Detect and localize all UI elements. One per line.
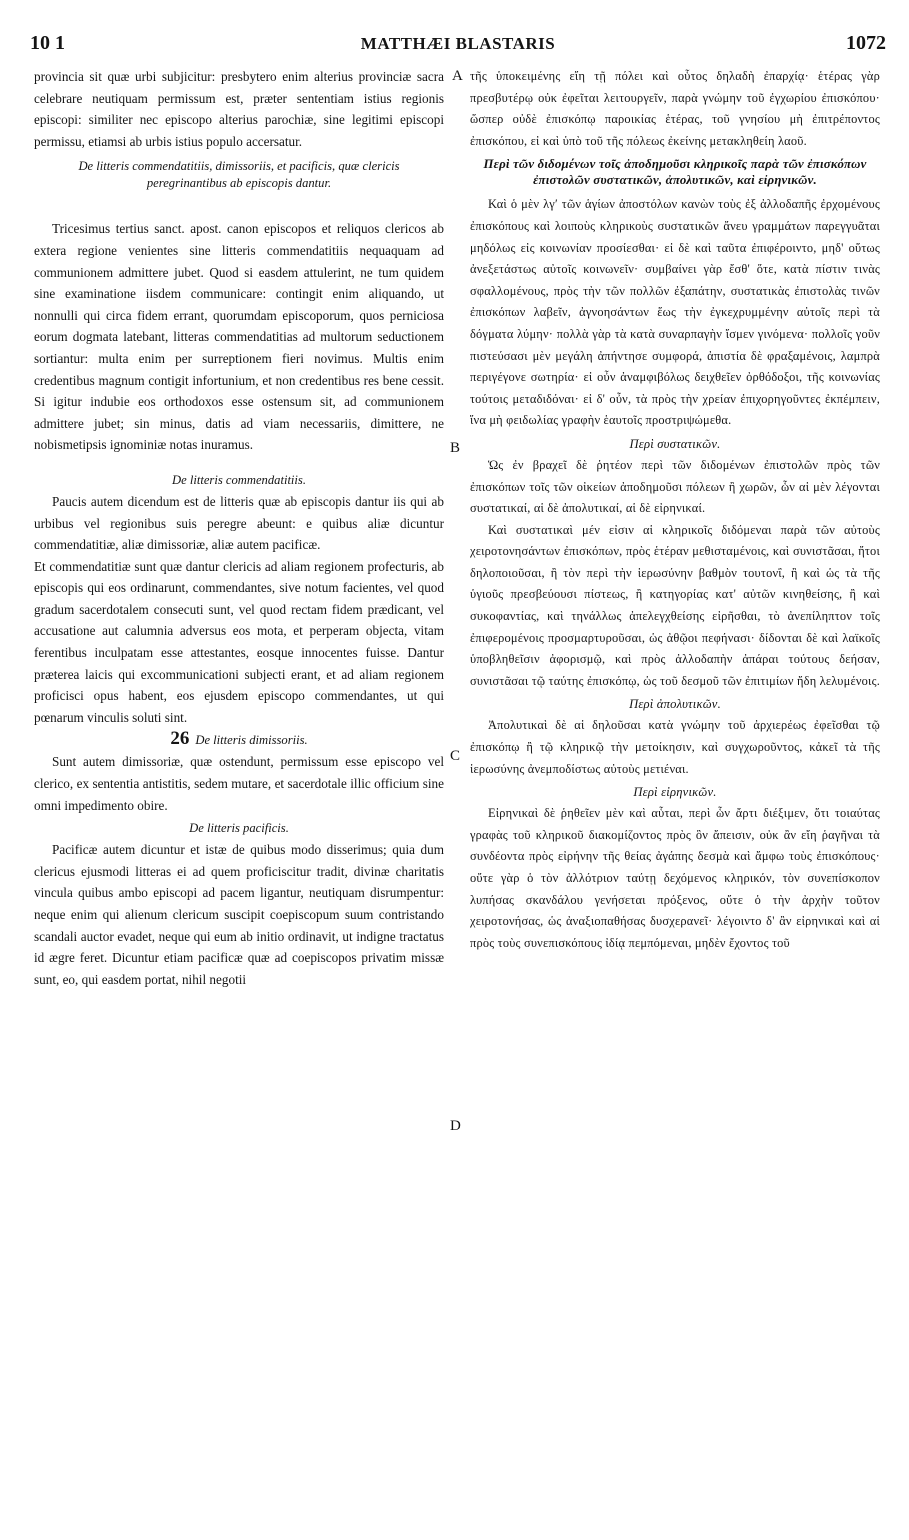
latin-heading-commendatitiis: De litteris commendatitiis. — [172, 472, 306, 487]
latin-column — [34, 66, 444, 1526]
section-number: 26 — [170, 728, 190, 750]
column-number-left: 10 1 — [30, 32, 65, 54]
greek-heading-systatikon: Περὶ συστατικῶν. — [629, 436, 721, 451]
latin-heading-dimissoriis — [40, 730, 438, 749]
margin-marker-c: C — [450, 748, 461, 764]
greek-heading-apolytikon: Περὶ ἀπολυτικῶν. — [629, 697, 721, 712]
latin-heading-dimissoriis-text: De litteris dimissoriis. — [195, 733, 308, 748]
latin-main-heading: De litteris commendatitiis, dimissoriis, et pacificis, quæ clericis peregrinantibus ab episcopis dantur. — [78, 159, 400, 191]
greek-column — [470, 66, 880, 1526]
margin-marker-b: B — [450, 440, 461, 456]
latin-commendatitiis-paragraph-1: Paucis autem dicendum est de litteris quæ ab episcopis dantur iis qui ab urbibus vel regionibus suis peregre abeunt: e quibus aliæ dicuntur commendatitiæ, aliæ dimissoriæ, aliæ autem pacificæ. — [34, 493, 444, 553]
margin-marker-a: A — [452, 68, 463, 84]
greek-systatikon-paragraph-1: Ὡς ἐν βραχεῖ δὲ ῥητέον περὶ τῶν διδομένων ἐπιστολῶν πρὸς τῶν ἐπισκόπων τοῖς τῶν οἰκείων ἀποδημοῦσι πόλεων ἢ χωρῶν, ὧν αἱ μὲν λέγονται συστατικαί, αἱ δὲ ἀπολυτικαί, αἱ δὲ εἰρηνικαί. — [470, 457, 880, 516]
latin-intro-paragraph: provincia sit quæ urbi subjicitur: presbytero enim alterius provinciæ sacra celebrare neutiquam permissum est, præter sententiam istius regionis episcopi: similiter nec episcopo alterius parochiæ, sine legitimi episcopi permissu, etiamsi ab urbis istius populo accersatur. — [34, 69, 444, 149]
latin-heading-pacificis: De litteris pacificis. — [189, 821, 289, 836]
greek-systatikon-paragraph-2: Καὶ συστατικαὶ μέν εἰσιν αἱ κληρικοῖς διδόμεναι παρὰ τῶν αὐτοὺς χειροτονησάντων ἐπισκόπων, πρὸς ἑτέραν μεθισταμένοις, καὶ συνιστᾶσαι, ἤτοι δηλοποιοῦσαι, ἢ τὸν περὶ τὴν ἱερωσύνην βαθμὸν τουτονΐ, ἢ καὶ ὡς τὰ τῆς ὑγιοῦς πρεσβεύουσι πίστεως, ἢ κατηγορίας κατ' αὐτῶν κινηθείσης, ἢ καὶ συκοφαντίας, καὶ τηνάλλως ἀπελεγχθείσης εἰρῆσθαι, τὸ ἀνεπίληπτον τοῖς ἐπιφερομένοις προσμαρτυροῦσαι, ὡς ἀθῷοι πεφήνασι· δίδονται δὲ καὶ λαϊκοῖς ὑποβληθεῖσιν ἀφορισμῷ, καὶ πρὸς ἀλλοδαπὴν ἀπάραι τούτους δεήσαν, συνιστᾶσαι τῷ ταύτης ἐπισκόπῳ, ὡς τοῦ δεσμοῦ τῶν ἐπιτιμίων ἤδη λελυμένοις. — [470, 522, 880, 688]
greek-apolytikon-paragraph: Ἀπολυτικαὶ δὲ αἱ δηλοῦσαι κατὰ γνώμην τοῦ ἀρχιερέως ἐφεῖσθαι τῷ ἐπισκόπῳ ἢ τῷ κληρικῷ τὴν μετοίκησιν, καὶ συγχωροῦντος, κἀκεῖ τὰ τῆς ἱερωσύνης ἀνεμποδίστως αὐτοὺς μετιέναι. — [470, 718, 880, 776]
latin-pacificis-paragraph: Pacificæ autem dicuntur et istæ de quibus modo disserimus; quia dum clericus ejusmodi litteras ei ad quem proficiscitur tradit, divinæ charitatis vincula quibus ambo episcopi ad pacem ligantur, neutiquam disrumpentur: neque enim qui alienum clericum suscipit coepiscopum suum contristando scandali auctor evadet, neque qui eum ab initio ordinavit, ut indigne tractatus id ægre feret. Dicuntur etiam pacificæ quæ ad coepiscopos privatim missæ sunt, eo, qui easdem portat, nihil negotii — [34, 842, 444, 987]
greek-eirenikon-paragraph: Εἰρηνικαὶ δὲ ῥηθεῖεν μὲν καὶ αὗται, περὶ ὧν ἄρτι διέξιμεν, ὅτι τοιαύτας γραφὰς τοῦ κληρικοῦ διακομίζοντος πρὸς ὃν ἄπεισιν, οὐκ ἂν εἴη ῥαγῆναι τὰ συνδέοντα πρὸς εἰρήνην τῆς θείας ἀγάπης δεσμὰ καὶ ἄμφω τοὺς ἐπισκόπους· οὔτε γὰρ ὁ τὸν ἀλλότριον ταύτῃ δεχόμενος κληρικόν, τὸν συνεπίσκοπον λυπήσας σκανδάλου γενήσεται πρόξενος, οὔτε ὁ τὴν ἀρχὴν τοῦτον χειροτονήσας, ὡς ἀναξιοπαθήσας δυσχερανεῖ· λέγοιντο δ' ἂν εἰρηνικαὶ καὶ αἱ πρὸς τοὺς συνεπισκόπους ἰδίᾳ πεμπόμεναι, μηδὲν ἔχοντος τοῦ — [470, 806, 880, 950]
margin-marker-d: D — [450, 1118, 461, 1134]
greek-canon-paragraph: Καὶ ὁ μὲν λγʹ τῶν ἁγίων ἀποστόλων κανὼν τοὺς ἐξ ἀλλοδαπῆς ἐρχομένους ἐπισκόπους καὶ λοιποὺς κληρικοὺς συστατικῶν ἄνευ γραμμάτων παρεγγυᾶται μηδόλως εἰς κοινωνίαν προσίεσθαι· εἰ δὲ καὶ ταῦτα ἐπιφέροιντο, μηδ' οὕτως ἀνεξετάστως αὐτοῖς κοινωνεῖν· συμβαίνει γὰρ ἔσθ' ὅτε, κατὰ πίστιν τινὰς σφαλλομένους, πρὸς τὴν τῶν πολλῶν ἐξαπάτην, συστατικὰς ἐπιστολὰς τινῶν ἐπισκόπων λαβεῖν, ἀγνοησάντων ἕως τὴν ἐγκεχρυμμένην αὐτοῖς περὶ τὰ δόγματα λύμην· πολλὰ γὰρ τὰ κατὰ συναρπαγὴν ἴσμεν γινόμενα· πολλοῖς γοῦν πιστεύσασι μὲν μεγάλη ἀπήντησε συμφορά, ἀπιστία δὲ φραξαμένοις, λαμπρὰ περιγέγονε σωτηρία· εἰ οὖν ἀναμφιβόλως δειχθεῖεν ὀρθόδοξοι, τῆς κοινωνίας τούτοις μεταδιδόναι· εἰ δ' οὖν, τὰ πρὸς τὴν χρείαν ἐπιχορηγοῦντες ἐκπέμπειν, ἵνα μὴ φειδωλίας γραφὴν ἑαυτοῖς προστριψώμεθα. — [470, 197, 880, 428]
running-title: MATTHÆI BLASTARIS — [360, 34, 556, 53]
latin-canon-paragraph: Tricesimus tertius sanct. apost. canon episcopos et reliquos clericos ab extera regione venientes sine litteris commendatitiis nequaquam ad communionem admittere jubet. Quod si easdem attulerint, ne tum quidem sine examinatione iisdem communicare: contingit enim aliquando, ut nonnulli qui circa fidem errant, quorumdam episcoporum, quos perniciosa eorum dogmata latebant, litteras commendatitias ad multorum seductionem sortiantur: multa enim per surreptionem fieri novimus. Multis enim credentibus magnum contigit infortunium, et non credentibus res bene cessit. Si igitur indubie eos orthodoxos esse ostensum sit, ad communionem admittere jubet; sin minus, datis ad viam necessariis, dimittere, ne nobismetipsis ignominiæ notas inuramus. — [34, 221, 444, 453]
running-header — [30, 32, 886, 60]
latin-commendatitiis-paragraph-2: Et commendatitiæ sunt quæ dantur clericis ad aliam regionem profecturis, ab episcopis qui eos ordinarunt, commendantes, sive notum facientes, vel quod gradum sacerdotalem consecuti sunt, vel quod rectam fidem prædicant, vel accusatione aut calumnia adversus eos mota, et perperam objecta, vitam ferentibus inculpatam esse attestantes, eosque innocentes fuisse. Dantur præterea laicis qui excommunicationi subjecti erant, et ad aliam regionem proficisci opus habent, eos ejusdem episcopo commendantes, ut qui pœnarum vinculis soluti sint. — [34, 558, 444, 725]
latin-dimissoriis-paragraph: Sunt autem dimissoriæ, quæ ostendunt, permissum esse episcopo vel clerico, ex sententia antistitis, sedem mutare, et sacerdotale illic officium sine omni impedimento obire. — [34, 754, 444, 813]
greek-heading-eirenikon: Περὶ εἰρηνικῶν. — [633, 785, 717, 800]
greek-intro-paragraph: τῆς ὑποκειμένης εἴη τῇ πόλει καὶ οὗτος δηλαδὴ ἐπαρχίᾳ· ἑτέρας γὰρ πρεσβυτέρῳ οὐκ ἐφεῖται λειτουργεῖν, παρὰ γνώμην τοῦ ἐγχωρίου ἐπισκόπου· ὥσπερ οὐδὲ ἐπισκόπῳ παροικίας ἑτέρας, τοῦ γνησίου μὴ ἐπιτρέποντος ἐπισκόπου, εἰ καὶ ὑπὸ τοῦ τῆς πόλεως ἐκείνης μετακληθείη λαοῦ. — [470, 69, 880, 148]
greek-main-heading: Περὶ τῶν διδομένων τοῖς ἀποδημοῦσι κληρικοῖς παρὰ τῶν ἐπισκόπων ἐπιστολῶν συστατικῶν, ἀπολυτικῶν, καὶ εἰρηνικῶν. — [483, 157, 867, 188]
column-number-right: 1072 — [846, 32, 886, 54]
